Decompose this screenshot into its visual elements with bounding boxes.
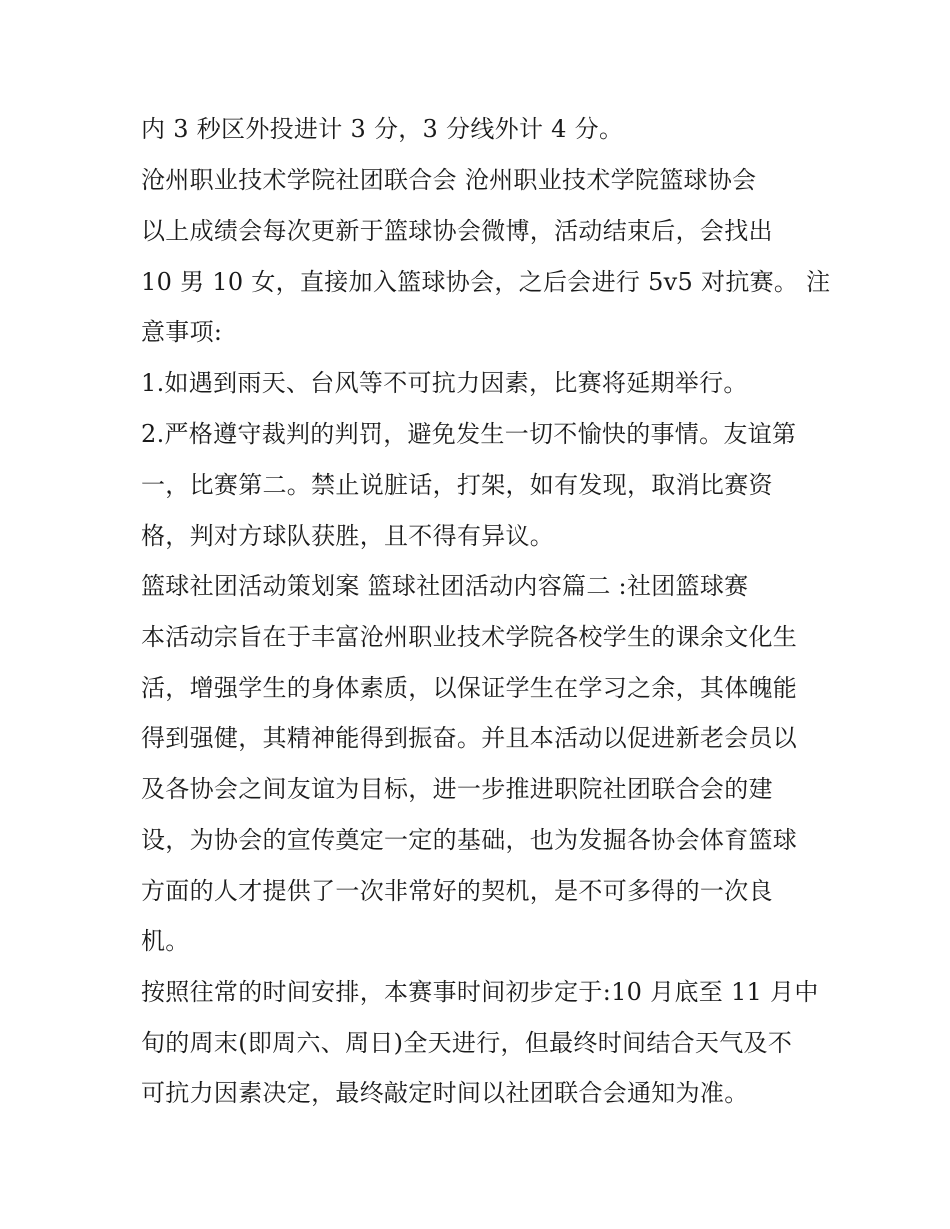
text-line-note-2-end: 格，判对方球队获胜，且不得有异议。: [141, 522, 555, 550]
section-heading: 篮球社团活动策划案 篮球社团活动内容篇二 :社团篮球赛: [141, 572, 749, 600]
text-line-schedule-end: 可抗力因素决定，最终敲定时间以社团联合会通知为准。: [141, 1079, 749, 1107]
text-line-schedule: 按照往常的时间安排，本赛事时间初步定于:10 月底至 11 月中: [141, 978, 819, 1006]
text-line-purpose-6: 方面的人才提供了一次非常好的契机，是不可多得的一次良: [141, 877, 773, 905]
text-line-results-update: 以上成绩会每次更新于篮球协会微博，活动结束后，会找出: [141, 217, 773, 245]
text-line-purpose-5: 设，为协会的宣传奠定一定的基础，也为发掘各协会体育篮球: [141, 826, 798, 854]
text-line-scoring-rule: 内 3 秒区外投进计 3 分，3 分线外计 4 分。: [141, 115, 624, 143]
text-line-purpose-4: 及各协会之间友谊为目标，进一步推进职院社团联合会的建: [141, 775, 773, 803]
text-line-notes-heading: 意事项:: [141, 318, 223, 346]
text-line-note-2: 2.严格遵守裁判的判罚，避免发生一切不愉快的事情。友谊第: [141, 420, 797, 448]
text-line-team-selection: 10 男 10 女，直接加入篮球协会，之后会进行 5v5 对抗赛。 注: [141, 268, 831, 296]
text-line-organizers: 沧州职业技术学院社团联合会 沧州职业技术学院篮球协会: [141, 166, 757, 194]
text-line-purpose-2: 活，增强学生的身体素质，以保证学生在学习之余，其体魄能: [141, 674, 798, 702]
text-line-schedule-2: 旬的周末(即周六、周日)全天进行，但最终时间结合天气及不: [141, 1029, 793, 1057]
text-line-note-1: 1.如遇到雨天、台风等不可抗力因素，比赛将延期举行。: [141, 369, 748, 397]
text-line-purpose-end: 机。: [141, 927, 190, 955]
text-line-note-2-cont: 一，比赛第二。禁止说脏话，打架，如有发现，取消比赛资: [141, 471, 773, 499]
text-line-purpose: 本活动宗旨在于丰富沧州职业技术学院各校学生的课余文化生: [141, 623, 798, 651]
text-line-purpose-3: 得到强健，其精神能得到振奋。并且本活动以促进新老会员以: [141, 724, 798, 752]
